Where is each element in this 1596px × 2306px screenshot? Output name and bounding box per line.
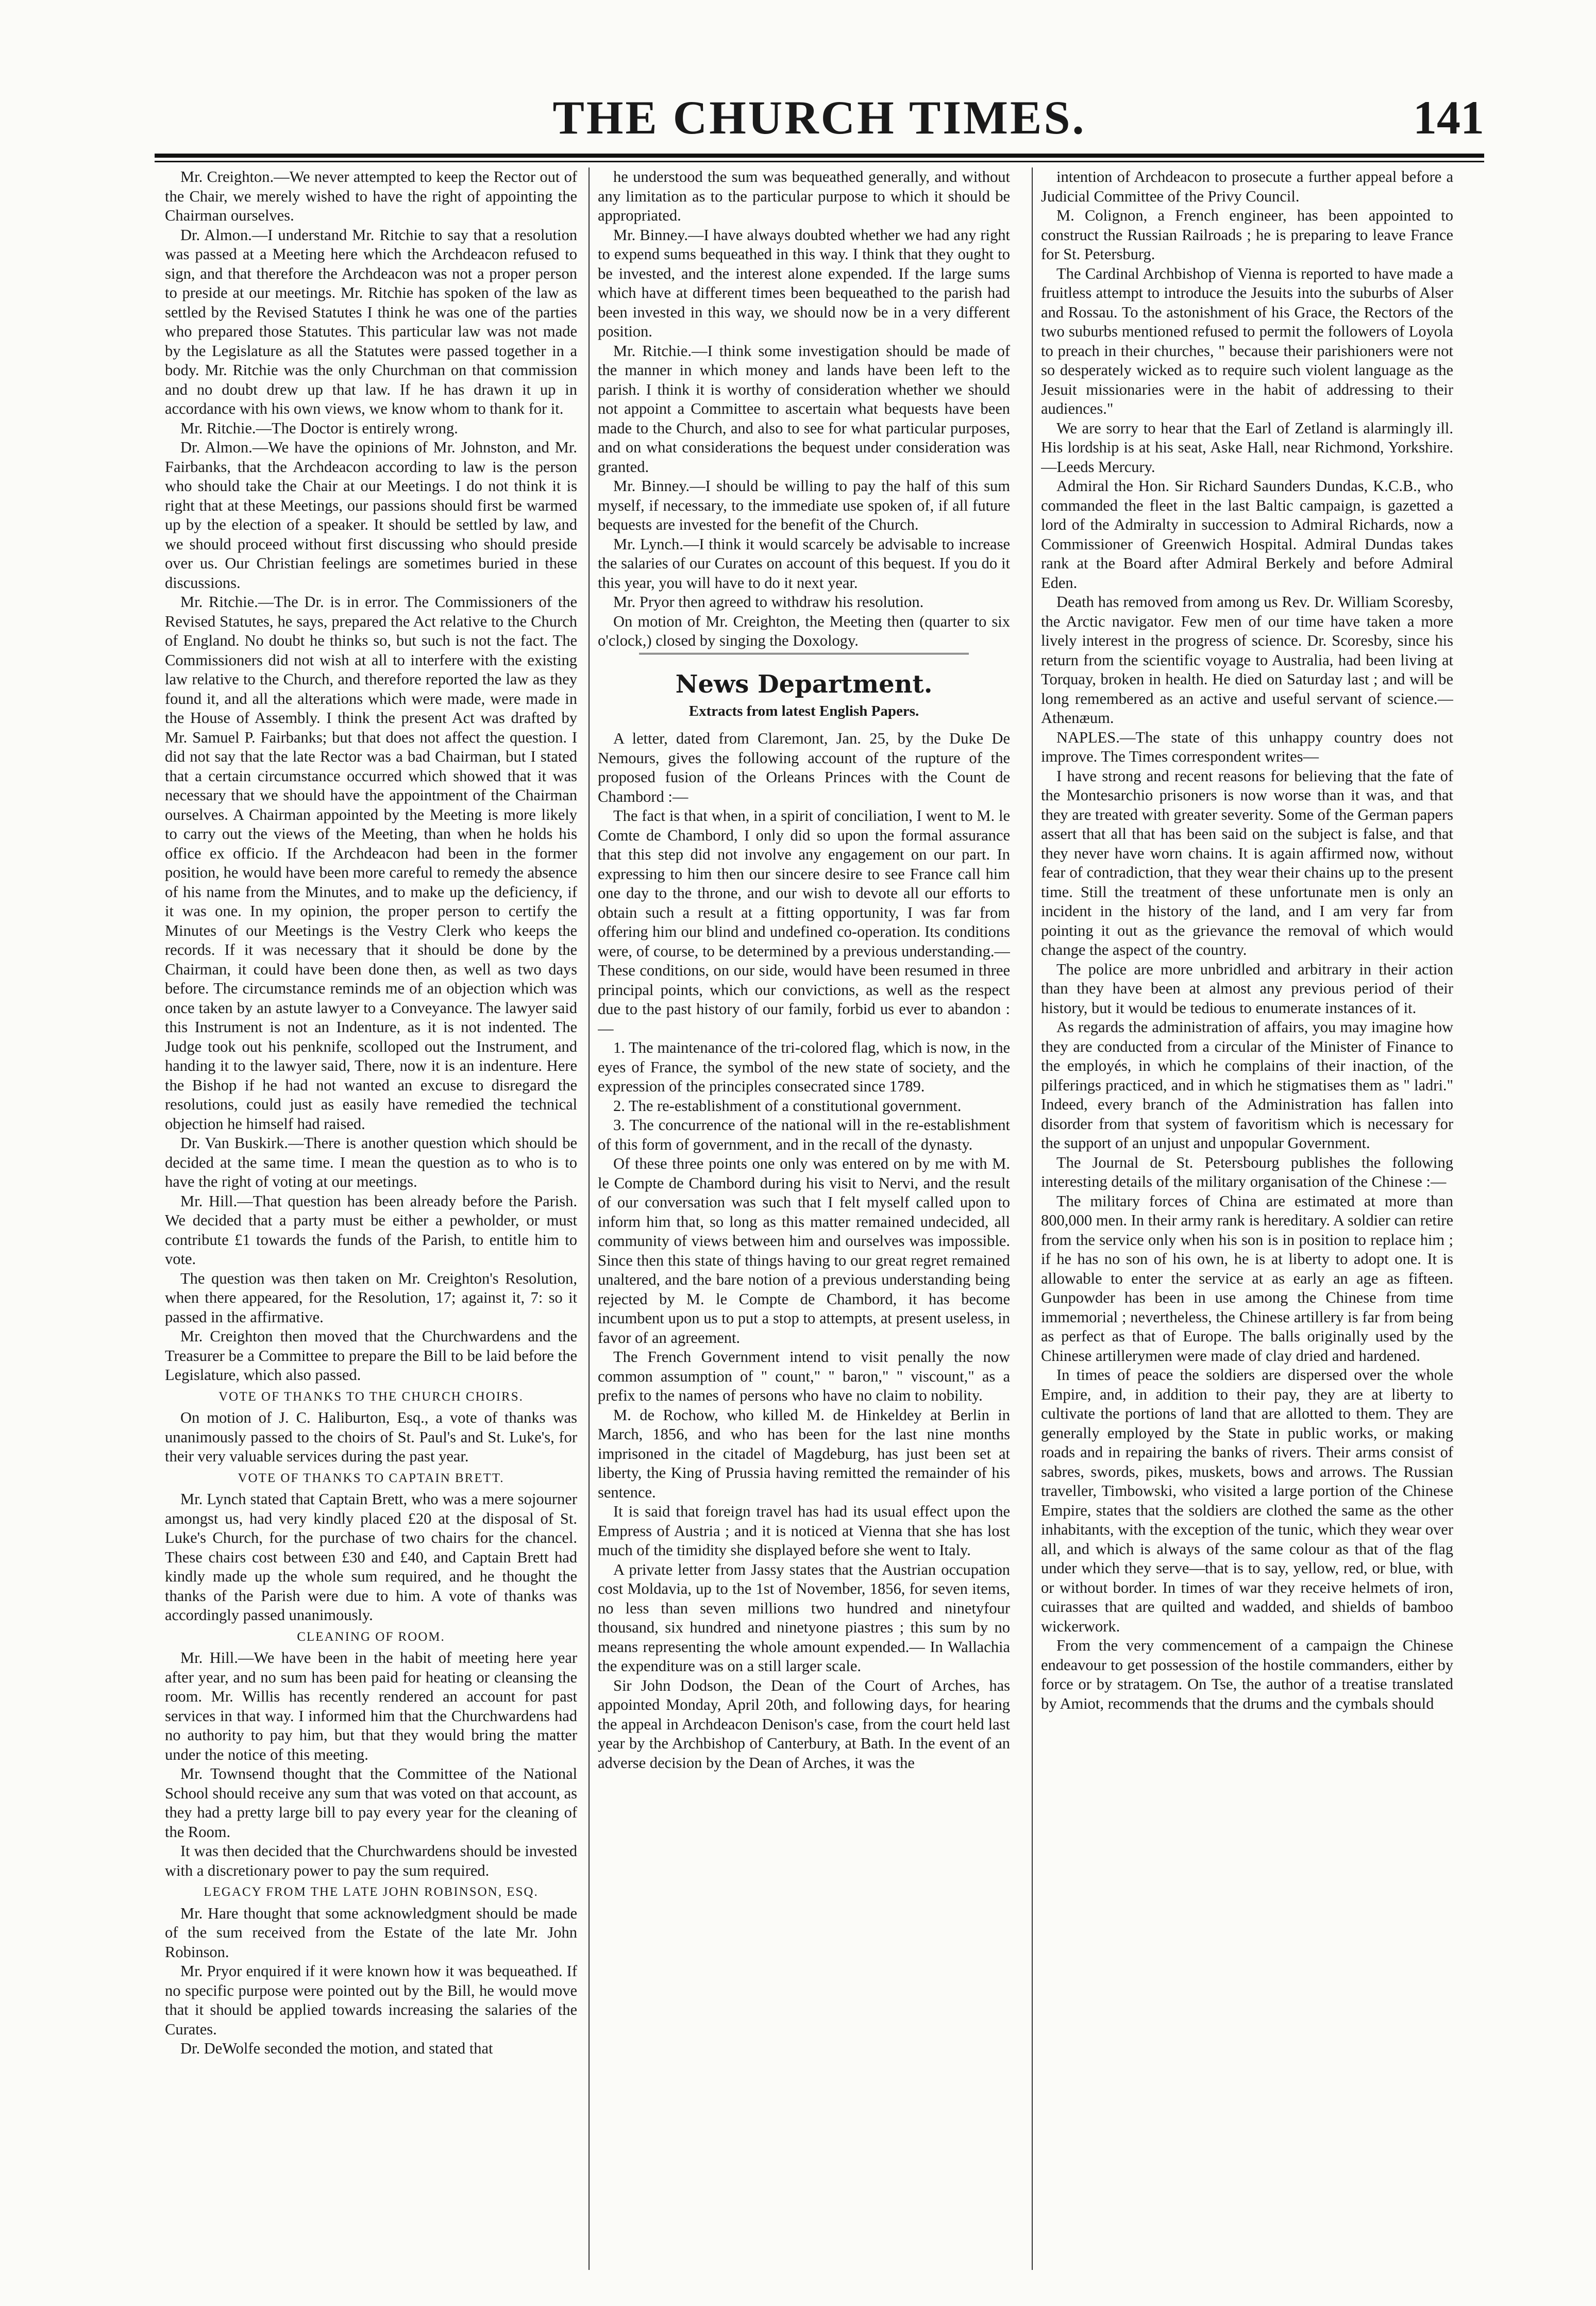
paragraph: The fact is that when, in a spirit of conciliation, I went to M. le Comte de Chambord, I only did so upon the formal assurance that this step did not involve any engagement on our part. In expressing to him then our sincere desire to see France call him one day to the throne, and our wish to devote all our efforts to obtain such a result at a fitting opportunity, I was far from offering him our blind and undefined co-operation. Its conditions were, of course, to be determined by a previous understanding.— These conditions, on our side, would have been resumed in three principal points, which our convictions, as well as the respect due to the past history of our family, forbid us ever to abandon :—: [598, 807, 1010, 1037]
paragraph: Mr. Ritchie.—I think some investigation should be made of the manner in which money and lands have been left to the parish. I think it is worthy of consideration whether we should not appoint a Committee to ascertain what bequests have been made to the Church, and also to see for what particular purposes, and on what considerations the bequest under consideration was granted.: [598, 342, 1010, 476]
paragraph: Mr. Townsend thought that the Committee of the National School should receive any sum that was voted on that account, as they had a pretty large bill to pay every year for the cleaning of the Room.: [165, 1765, 577, 1841]
paragraph: In times of peace the soldiers are dispersed over the whole Empire, and, in addition to their pay, they are at liberty to cultivate the portions of land that are allotted to them. They are generally employed by the State in public works, or making roads and in repairing the banks of rivers. Their arms consist of sabres, swords, pikes, muskets, bows and arrows. The Russian traveller, Timbowski, who visited a large portion of the Chinese Empire, states that the soldiers are clothed the same as the other inhabitants, with the exception of the tunic, which they wear over all, and which is always of the same colour as that of the flag under which they serve—that is to say, yellow, red, or blue, with or without border. In times of war they receive helmets of iron, cuirasses that are quilted and wadded, and shields of bamboo wickerwork.: [1041, 1366, 1453, 1635]
paragraph: Mr. Hill.—We have been in the habit of meeting here year after year, and no sum has been paid for heating or cleansing the room. Mr. Willis has recently rendered an account for past services in that way. I informed him that the Churchwardens had no authority to pay him, but that they would bring the matter under the notice of this meeting.: [165, 1649, 577, 1763]
column-3: [1041, 167, 1453, 2275]
paragraph: Mr. Binney.—I should be willing to pay the half of this sum myself, if necessary, to the immediate use spoken of, if all future bequests are invested for the benefit of the Church.: [598, 477, 1010, 533]
news-department-heading: News Department.: [675, 669, 933, 699]
paragraph: Mr. Pryor then agreed to withdraw his resolution.: [613, 593, 924, 611]
page-header: [155, 90, 1484, 147]
column-2-news: [598, 729, 1010, 1773]
paragraph: We are sorry to hear that the Earl of Zetland is alarmingly ill. His lordship is at his seat, Aske Hall, near Richmond, Yorkshire.—Leeds Mercury.: [1041, 419, 1453, 476]
column-2: [598, 167, 1010, 2275]
paragraph: 1. The maintenance of the tri-colored flag, which is now, in the eyes of France, the symbol of the new state of society, and the expression of the principles consecrated since 1789.: [598, 1039, 1010, 1095]
paragraph: The Cardinal Archbishop of Vienna is reported to have made a fruitless attempt to introduce the Jesuits into the suburbs of Alser and Rossau. To the astonishment of his Grace, the Rectors of the two suburbs mentioned refused to permit the followers of Loyola to preach in their churches, " because their parishioners were not so desperately wicked as to require such violent language as the Jesuit missionaries were in the habit of addressing to their audiences.": [1041, 264, 1453, 417]
paragraph: Dr. Van Buskirk.—There is another question which should be decided at the same time. I mean the question as to who is to have the right of voting at our meetings.: [165, 1134, 577, 1190]
page-number: 141: [1413, 91, 1484, 144]
paragraph: Mr. Creighton.—We never attempted to keep the Rector out of the Chair, we merely wished to have the right of appointing the Chairman ourselves.: [165, 168, 577, 224]
paragraph: Mr. Lynch stated that Captain Brett, who was a mere sojourner amongst us, had very kindly placed £20 at the disposal of St. Luke's Church, for the purchase of two chairs for the chancel. These chairs cost between £30 and £40, and Captain Brett had kindly made up the whole sum required, and he thought the thanks of the Parish were due to him. A vote of thanks was accordingly passed unanimously.: [165, 1490, 577, 1624]
paragraph: 2. The re-establishment of a constitutional government.: [613, 1097, 962, 1115]
paragraph: A private letter from Jassy states that the Austrian occupation cost Moldavia, up to the 1st of November, 1856, for seven items, no less than seven millions two hundred and ninetyfour thousand, six hundred and ninetyone piastres ; this sum by no means representing the whole amount expended.— In Wallachia the expenditure was on a still larger scale.: [598, 1560, 1010, 1675]
paragraph: From the very commencement of a campaign the Chinese endeavour to get possession of the hostile commanders, either by force or by stratagem. On Tse, the author of a treatise translated by Amiot, recommends that the drums and the cymbals should: [1041, 1637, 1453, 1712]
paragraph: The military forces of China are estimated at more than 800,000 men. In their army rank is hereditary. A soldier can retire from the service only when his son is in position to replace him ; if he has no son of his own, he is at liberty to adopt one. It is allowable to enter the service at as early an age as fifteen. Gunpowder has been in use among the Chinese from time immemorial ; nevertheless, the Chinese artillery is far from being as perfect as that of Europe. The balls originally used by the Chinese artillerymen were made of clay dried and hardened.: [1041, 1192, 1453, 1365]
header-rule-thin: [155, 161, 1484, 162]
paragraph: I have strong and recent reasons for believing that the fate of the Montesarchio prisoners is now worse than it was, and that they are treated with greater severity. Some of the German papers assert that all that has been said on the subject is false, and that they never have worn chains. It is again affirmed now, without fear of contradiction, that they wear their chains up to the present time. Still the treatment of these unfortunate men is only an incident in the history of the land, and I am very far from pointing it out as the grievance the removal of which would change the aspect of the country.: [1041, 767, 1453, 958]
column-1: [165, 167, 577, 2275]
section-heading: VOTE OF THANKS TO THE CHURCH CHOIRS.: [219, 1389, 524, 1404]
paragraph: A letter, dated from Claremont, Jan. 25, by the Duke De Nemours, gives the following account of the rupture of the proposed fusion of the Orleans Princes with the Count de Chambord :—: [598, 730, 1010, 805]
paragraph: Mr. Binney.—I have always doubted whether we had any right to expend sums bequeathed in this way. I think that they ought to be invested, and the interest alone expended. If the large sums which have at different times been bequeathed to the parish had been invested in this way, we should now be in a very different position.: [598, 226, 1010, 340]
paragraph: M. de Rochow, who killed M. de Hinkeldey at Berlin in March, 1856, and who has been for the last nine months imprisoned in the citadel of Magdeburg, has just been set at liberty, the King of Prussia having remitted the remainder of his sentence.: [598, 1406, 1010, 1501]
paragraph: intention of Archdeacon to prosecute a further appeal before a Judicial Committee of the Privy Council.: [1041, 168, 1453, 205]
paragraph: Admiral the Hon. Sir Richard Saunders Dundas, K.C.B., who commanded the fleet in the last Baltic campaign, is gazetted a lord of the Admiralty in succession to Admiral Richards, now a Commissioner of Greenwich Hospital. Admiral Dundas takes rank at the Board after Admiral Berkely and before Admiral Eden.: [1041, 477, 1453, 592]
paragraph: Mr. Lynch.—I think it would scarcely be advisable to increase the salaries of our Curates on account of this bequest. If you do it this year, you will have to do it next year.: [598, 535, 1010, 592]
paragraph: Of these three points one only was entered on by me with M. le Compte de Chambord during his visit to Nervi, and the result of our conversation was such that I felt myself called upon to inform him that, so long as this matter remained undecided, all community of views between him and ourselves was impossible. Since then this state of things having to our great regret remained unaltered, and the bare notion of a previous understanding being rejected by M. le Compte de Chambord, it has become incumbent upon us to put a stop to attempts, at present useless, in favor of an agreement.: [598, 1155, 1010, 1346]
paragraph: Mr. Creighton then moved that the Churchwardens and the Treasurer be a Committee to prepare the Bill to be laid before the Legislature, which also passed.: [165, 1327, 577, 1384]
column-divider: [1032, 167, 1033, 2270]
section-heading: CLEANING OF ROOM.: [297, 1629, 445, 1644]
paragraph: Mr. Ritchie.—The Doctor is entirely wrong.: [180, 419, 458, 437]
news-department-subheading: Extracts from latest English Papers.: [688, 702, 919, 719]
column-divider: [589, 167, 590, 2270]
paragraph: It was then decided that the Churchwardens should be invested with a discretionary power to pay the sum required.: [165, 1842, 577, 1879]
paragraph: On motion of Mr. Creighton, the Meeting then (quarter to six o'clock,) closed by singing the Doxology.: [598, 612, 1010, 649]
paragraph: Mr. Pryor enquired if it were known how it was bequeathed. If no specific purpose were pointed out by the Bill, he would move that it should be applied towards increasing the salaries of the Curates.: [165, 1962, 577, 2038]
paragraph: The question was then taken on Mr. Creighton's Resolution, when there appeared, for the Resolution, 17; against it, 7: so it passed in the affirmative.: [165, 1269, 577, 1326]
section-rule: [639, 653, 969, 660]
paragraph: It is said that foreign travel has had its usual effect upon the Empress of Austria ; and it is noticed at Vienna that she has lost much of the timidity she displayed before she went to Italy.: [598, 1503, 1010, 1559]
header-rule-thick: [155, 154, 1484, 158]
column-2-proceedings: [598, 167, 1010, 651]
paragraph: On motion of J. C. Haliburton, Esq., a vote of thanks was unanimously passed to the choirs of St. Paul's and St. Luke's, for their very valuable services during the past year.: [165, 1409, 577, 1465]
paragraph: Mr. Ritchie.—The Dr. is in error. The Commissioners of the Revised Statutes, he says, prepared the Act relative to the Church of England. No doubt he thinks so, but such is not the fact. The Commissioners did not wish at all to interfere with the existing law relative to the Church, and therefore reported the law as they found it, and all the alterations which were made, were made in the House of Assembly. I think the present Act was drafted by Mr. Samuel P. Fairbanks; but that does not affect the question. I did not say that the late Rector was a bad Chairman, but I stated that a certain circumstance occurred which showed that it was necessary that we should have the appointment of the Chairman ourselves. A Chairman appointed by the Meeting is more likely to carry out the views of the Meeting, than when he holds his office ex officio. If the Archdeacon had been in the former position, he would have been more careful to remedy the absence of his name from the Minutes, and to make up the deficiency, if it was one. In my opinion, the proper person to certify the Minutes of our Meetings is the Vestry Clerk who keeps the records. If it was necessary that it should be done by the Chairman, it could have been done then, as well as two days before. The circumstance reminds me of an objection which was once taken by an astute lawyer to a Conveyance. The lawyer said this Instrument is not an Indenture, as it is not indented. The Judge took out his penknife, scolloped out the Instrument, and handing it to the lawyer said, There, now it is an indenture. Here the Bishop if he had not wanted an excuse to disregard the resolutions, could just as easily have remedied the technical objection he himself had raised.: [165, 593, 577, 1133]
paragraph: The police are more unbridled and arbitrary in their action than they have been at almost any previous period of their history, but it would be tedious to enumerate instances of it.: [1041, 960, 1453, 1017]
paragraph: he understood the sum was bequeathed generally, and without any limitation as to the particular purpose to which it should be appropriated.: [598, 168, 1010, 224]
paragraph: The French Government intend to visit penally the now common assumption of " count," " baron," " viscount," as a prefix to the names of persons who have no claim to nobility.: [598, 1348, 1010, 1404]
paragraph: NAPLES.—The state of this unhappy country does not improve. The Times correspondent writes—: [1041, 728, 1453, 765]
section-heading: VOTE OF THANKS TO CAPTAIN BRETT.: [238, 1471, 505, 1485]
paragraph: Dr. Almon.—We have the opinions of Mr. Johnston, and Mr. Fairbanks, that the Archdeacon according to law is the person who should take the Chair at our Meetings. I do not think it is right that at these Meetings, our passions should first be warmed up by the election of a speaker. It should be settled by law, and we should proceed without first discussing who should preside over us. Our Christian feelings are sometimes buried in these discussions.: [165, 439, 577, 592]
paragraph: Mr. Hill.—That question has been already before the Parish. We decided that a party must be either a pewholder, or must contribute £1 towards the funds of the Parish, to entitle him to vote.: [165, 1192, 577, 1268]
masthead-title: THE CHURCH TIMES.: [552, 91, 1086, 144]
paragraph: 3. The concurrence of the national will in the re-establishment of this form of government, and in the recall of the dynasty.: [598, 1116, 1010, 1153]
paragraph: Sir John Dodson, the Dean of the Court of Arches, has appointed Monday, April 20th, and following days, for hearing the appeal in Archdeacon Denison's case, from the court held last year by the Archbishop of Canterbury, at Bath. In the event of an adverse decision by the Dean of Arches, it was the: [598, 1676, 1010, 1772]
paragraph: M. Colignon, a French engineer, has been appointed to construct the Russian Railroads ; he is preparing to leave France for St. Petersburg.: [1041, 207, 1453, 263]
paragraph: The Journal de St. Petersbourg publishes the following interesting details of the military organisation of the Chinese :—: [1041, 1153, 1453, 1190]
paragraph: Dr. Almon.—I understand Mr. Ritchie to say that a resolution was passed at a Meeting here which the Archdeacon refused to sign, and that therefore the Archdeacon was not a proper person to preside at our meetings. Mr. Ritchie has spoken of the law as settled by the Revised Statutes I think he was one of the parties who prepared those Statutes. This particular law was not made by the Legislature as all the Statutes were passed together in a body. Mr. Ritchie was the only Churchman on that commission and no doubt drew up that law. If he has drawn it up in accordance with his own views, we know whom to thank for it.: [165, 226, 577, 417]
paragraph: As regards the administration of affairs, you may imagine how they are conducted from a circular of the Minister of Finance to the employés, in which he complains of their inaction, of the pilferings practiced, and in which he stigmatises them as " ladri." Indeed, every branch of the Administration has fallen into disorder from that system of favoritism which is necessary for the support of an unjust and unpopular Government.: [1041, 1018, 1453, 1152]
section-heading: LEGACY FROM THE LATE JOHN ROBINSON, ESQ.: [204, 1885, 539, 1899]
paragraph: Dr. DeWolfe seconded the motion, and stated that: [180, 2040, 493, 2057]
paragraph: Death has removed from among us Rev. Dr. William Scoresby, the Arctic navigator. Few men of our time have taken a more lively interest in the progress of science. Dr. Scoresby, since his return from the scientific voyage to Australia, had been living at Torquay, broken in health. He died on Saturday last ; and will be long remembered as an active and useful servant of science.—Athenæum.: [1041, 593, 1453, 727]
paragraph: Mr. Hare thought that some acknowledgment should be made of the sum received from the Estate of the late Mr. John Robinson.: [165, 1904, 577, 1961]
